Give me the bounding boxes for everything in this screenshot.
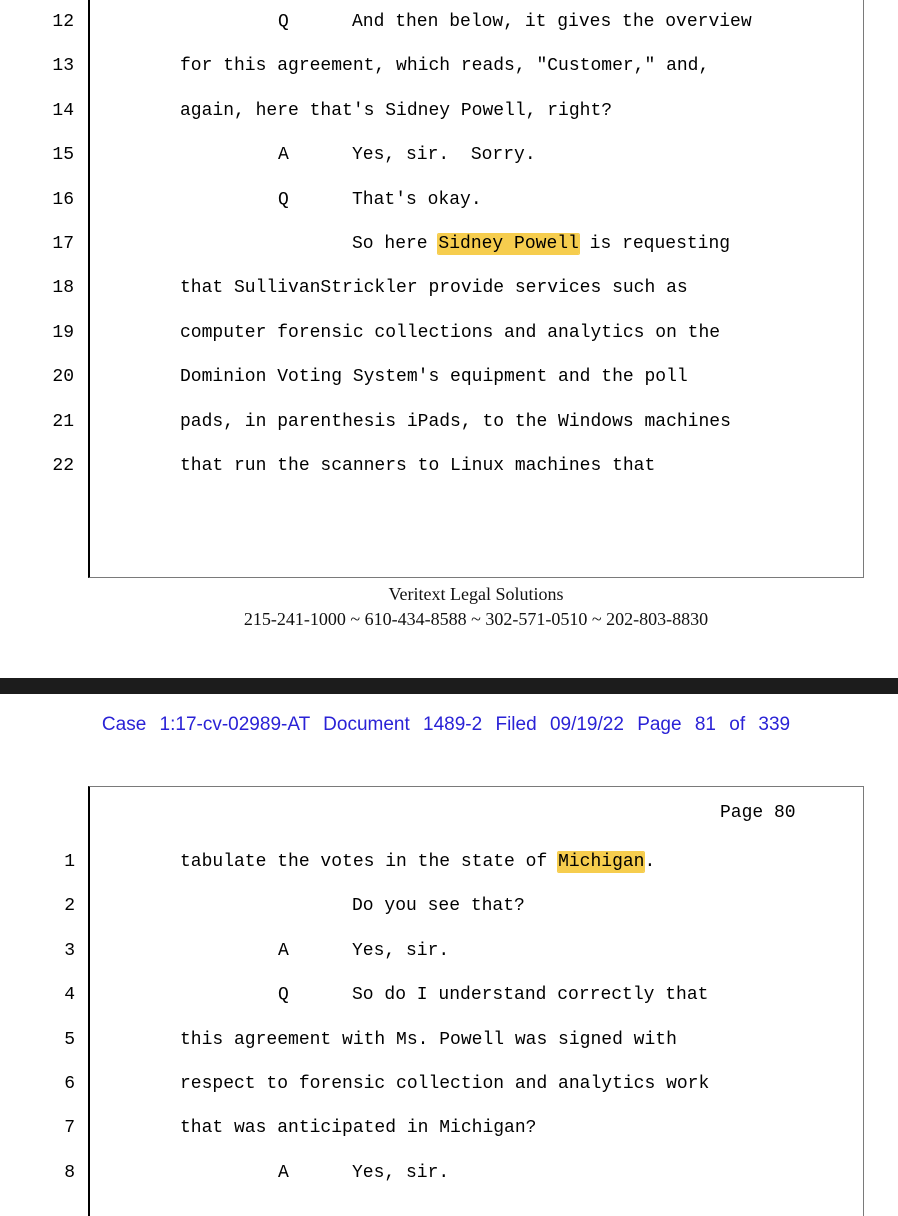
transcript-line <box>0 935 898 967</box>
highlighted-text: Sidney Powell <box>438 234 579 254</box>
line-text <box>352 1157 449 1189</box>
line-text <box>352 890 525 922</box>
transcript-line <box>0 1068 898 1100</box>
speaker-label: Q <box>278 189 289 210</box>
transcript-line <box>0 6 898 38</box>
text-segment: pads, in parenthesis iPads, to the Windows machines <box>180 411 731 432</box>
text-segment: Yes, sir. Sorry. <box>352 145 536 166</box>
footer-company: Veritext Legal Solutions <box>388 584 564 604</box>
line-number: 21 <box>52 411 74 432</box>
line-text <box>180 317 720 349</box>
line-text <box>352 979 708 1011</box>
filed-date: Filed 09/19/22 <box>495 714 624 735</box>
line-text <box>352 228 730 260</box>
speaker-label: A <box>278 940 289 961</box>
line-number: 17 <box>52 234 74 254</box>
line-number: 14 <box>52 100 74 121</box>
document-number: Document 1489-2 <box>323 714 483 735</box>
line-number: 22 <box>52 456 74 476</box>
transcript-line <box>0 139 898 171</box>
line-number: 4 <box>64 985 75 1006</box>
text-segment: that SullivanStrickler provide services such as <box>180 278 688 299</box>
speaker-label: Q <box>278 12 289 32</box>
transcript-line <box>0 406 898 438</box>
text-segment: computer forensic collections and analytics on the <box>180 322 721 343</box>
line-text <box>352 184 482 216</box>
text-segment: And then below, it gives the overview <box>352 12 752 32</box>
line-number: 15 <box>52 145 74 166</box>
text-segment: is requesting <box>578 234 731 254</box>
transcript-line <box>0 184 898 216</box>
text-segment: respect to forensic collection and analytics work <box>180 1074 710 1094</box>
line-text <box>180 450 655 482</box>
line-number: 13 <box>52 56 74 77</box>
transcript-line <box>0 361 898 393</box>
line-text <box>180 1112 536 1144</box>
text-segment: Do you see that? <box>352 896 525 917</box>
transcript-line <box>0 979 898 1011</box>
line-text <box>352 139 536 171</box>
case-header <box>0 712 892 738</box>
line-number: 18 <box>52 278 74 299</box>
transcript-line <box>0 846 898 878</box>
transcript-line <box>0 1112 898 1144</box>
line-text <box>180 95 612 127</box>
line-number: 5 <box>64 1029 75 1050</box>
text-segment: . <box>644 852 656 872</box>
text-segment: So do I understand correctly that <box>352 985 709 1006</box>
line-number: 1 <box>64 852 75 872</box>
speaker-label: A <box>278 1162 289 1183</box>
line-number: 3 <box>64 940 75 961</box>
line-number: 7 <box>64 1118 75 1139</box>
line-number: 16 <box>52 189 74 210</box>
line-text <box>180 406 731 438</box>
line-number: 19 <box>52 322 74 343</box>
transcript-line <box>0 1024 898 1056</box>
line-text <box>180 1024 677 1056</box>
text-segment: Dominion Voting System's equipment and the poll <box>180 367 688 388</box>
line-number: 20 <box>52 367 74 388</box>
line-text <box>180 50 709 82</box>
transcript-line <box>0 228 898 260</box>
highlighted-text: Michigan <box>558 852 645 872</box>
line-number: 2 <box>64 896 75 917</box>
footer-phones: 215-241-1000 ~ 610-434-8588 ~ 302-571-0510 ~ 202-803-8830 <box>243 609 709 629</box>
transcript-line <box>0 1157 898 1189</box>
transcript-line <box>0 450 898 482</box>
text-segment: That's okay. <box>352 189 482 210</box>
text-segment: that run the scanners to Linux machines that <box>180 456 656 476</box>
text-segment: Yes, sir. <box>352 1162 450 1183</box>
case-number: Case 1:17-cv-02989-AT <box>101 714 310 735</box>
line-text <box>180 361 688 393</box>
line-text <box>352 6 752 38</box>
text-segment: again, here that's Sidney Powell, right? <box>180 100 613 121</box>
transcript-line <box>0 272 898 304</box>
line-number: 12 <box>52 12 74 32</box>
line-number: 8 <box>64 1162 75 1183</box>
transcript-line <box>0 890 898 922</box>
line-text <box>180 1068 709 1100</box>
line-number: 6 <box>64 1074 75 1094</box>
speaker-label: Q <box>278 985 289 1006</box>
text-segment: that was anticipated in Michigan? <box>180 1118 537 1139</box>
line-text <box>352 935 449 967</box>
transcript-line <box>0 95 898 127</box>
page-separator <box>0 678 898 694</box>
text-segment: for this agreement, which reads, "Customer," and, <box>180 56 710 77</box>
line-text <box>180 272 688 304</box>
transcript-line <box>0 50 898 82</box>
page-label: Page 80 <box>720 803 796 823</box>
text-segment: Yes, sir. <box>352 940 450 961</box>
text-segment: tabulate the votes in the state of <box>180 852 559 872</box>
transcript-line <box>0 317 898 349</box>
page-of-total: Page 81 of 339 <box>637 714 791 735</box>
text-segment: So here <box>352 234 439 254</box>
text-segment: this agreement with Ms. Powell was signed with <box>180 1029 677 1050</box>
line-text <box>180 846 655 878</box>
speaker-label: A <box>278 145 289 166</box>
